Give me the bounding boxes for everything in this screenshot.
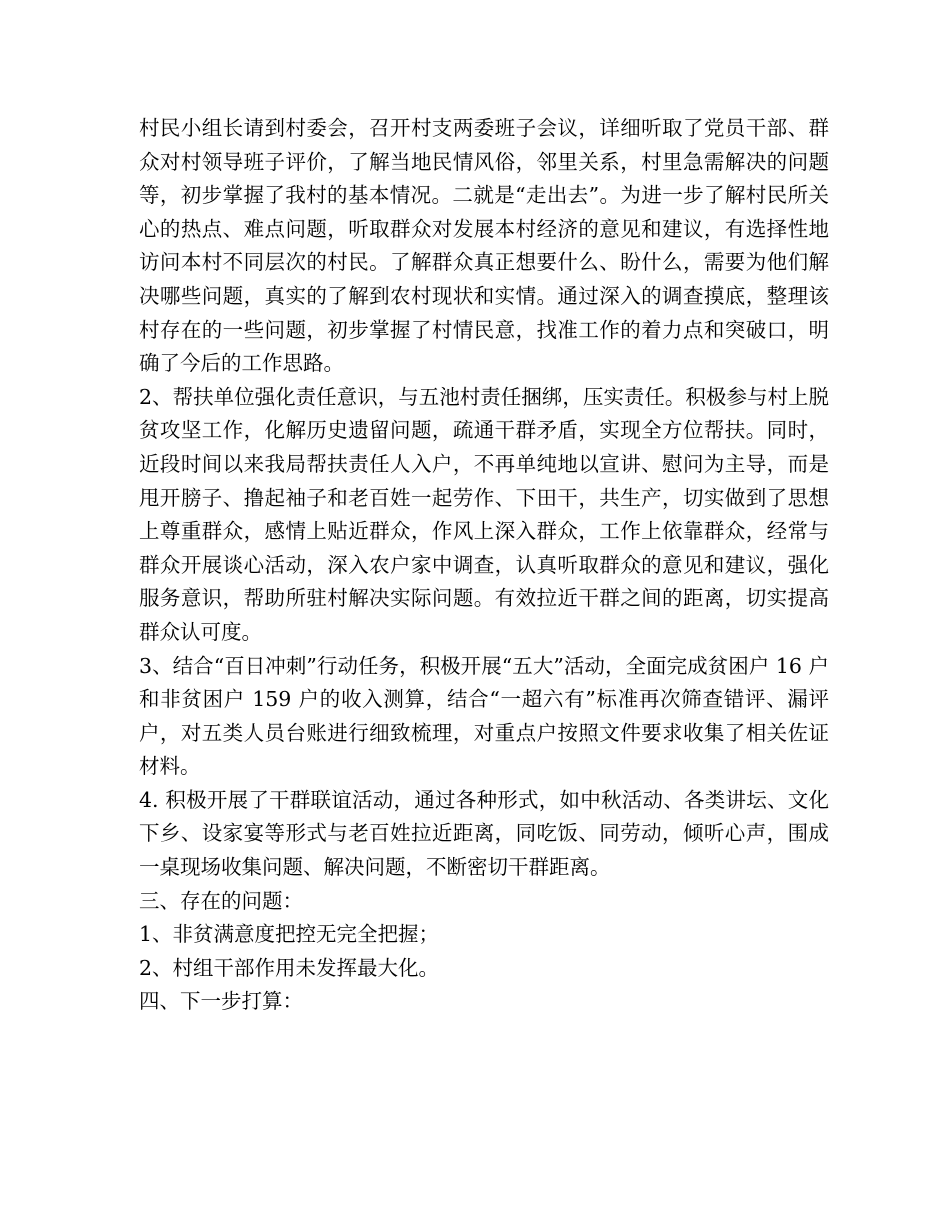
problem-item-1: 1、非贫满意度把控无完全把握； <box>139 922 440 947</box>
problem-item-2: 2、村组干部作用未发挥最大化。 <box>139 955 440 980</box>
paragraph-village-survey: 村民小组长请到村委会，召开村支两委班子会议，详细听取了党员干部、群众对村领导班子评价，了解当地民情风俗，邻里关系，村里急需解决的问题等，初步掌握了我村的基本情况。二就是“走出去”。为进一步了解村民所关心的热点、难点问题，听取群众对发展本村经济的意见和建议，有选择性地访问本村不同层次的村民。了解群众真正想要什么、盼什么，需要为他们解决哪些问题，真实的了解到农村现状和实情。通过深入的调查摸底，整理该村存在的一些问题，初步掌握了村情民意，找准工作的着力点和突破口，明确了今后的工作思路。 <box>139 116 829 376</box>
paragraph-assistance-responsibility: 2、帮扶单位强化责任意识，与五池村责任捆绑，压实责任。积极参与村上脱贫攻坚工作，化解历史遗留问题，疏通干群矛盾，实现全方位帮扶。同时，近段时间以来我局帮扶责任人入户，不再单纯地以宣讲、慰问为主导，而是甩开膀子、撸起袖子和老百姓一起劳作、下田干，共生产，切实做到了思想上尊重群众，感情上贴近群众，作风上深入群众，工作上依靠群众，经常与群众开展谈心活动，深入农户家中调查，认真听取群众的意见和建议，强化服务意识，帮助所驻村解决实际问题。有效拉近干群之间的距离，切实提高群众认可度。 <box>139 384 829 644</box>
section-heading-next-steps: 四、下一步打算： <box>139 989 303 1014</box>
paragraph-hundred-day-sprint: 3、结合“百日冲刺”行动任务，积极开展“五大”活动，全面完成贫困户 16 户和非贫困户 159 户的收入测算，结合“一超六有”标准再次筛查错评、漏评户，对五类人员台账进行细致梳理，对重点户按照文件要求收集了相关佐证材料。 <box>139 653 829 779</box>
paragraph-friendship-activities: 4. 积极开展了干群联谊活动，通过各种形式，如中秋活动、各类讲坛、文化下乡、设家宴等形式与老百姓拉近距离，同吃饭、同劳动，倾听心声，围成一桌现场收集问题、解决问题，不断密切干群距离。 <box>139 787 829 880</box>
section-heading-problems: 三、存在的问题： <box>139 888 303 913</box>
document-body <box>139 112 829 1019</box>
